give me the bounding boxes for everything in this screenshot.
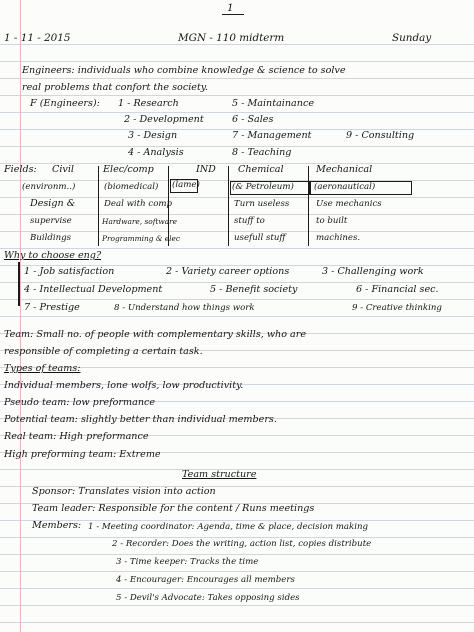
field-line: supervise — [30, 216, 72, 226]
fields-label: Fields: — [4, 164, 37, 175]
member-role: 1 - Meeting coordinator: Agenda, time & place, decision making — [88, 522, 369, 532]
team-type: Potential team: slightly better than individual members. — [4, 414, 277, 425]
field-line: (lame) — [172, 180, 200, 190]
fields-divider — [228, 166, 229, 246]
team-types-title: Types of teams: — [4, 363, 81, 374]
function-item: 3 - Design — [128, 130, 178, 141]
field-line: machines. — [316, 233, 361, 243]
why-item: 2 - Variety career options — [166, 266, 290, 277]
ruled-line — [0, 605, 474, 606]
field-title-elec: Elec/comp — [103, 164, 154, 175]
structure-sponsor: Sponsor: Translates vision into action — [32, 486, 216, 497]
ruled-line — [0, 112, 474, 113]
field-title-ind: IND — [196, 164, 216, 175]
left-margin-line — [20, 0, 21, 632]
function-item: 5 - Maintainance — [232, 98, 315, 109]
team-definition-line1: Team: Small no. of people with complementary skills, who are — [4, 329, 307, 340]
ruled-line — [0, 554, 474, 555]
ruled-line — [0, 44, 474, 45]
ruled-line — [0, 282, 474, 283]
fields-divider — [98, 166, 99, 246]
why-item: 7 - Prestige — [24, 302, 80, 313]
ruled-line — [0, 316, 474, 317]
field-line: Design & — [30, 198, 76, 209]
engineers-definition-line2: real problems that confort the society. — [22, 82, 208, 93]
ruled-line — [0, 95, 474, 96]
function-item: 8 - Teaching — [232, 147, 292, 158]
why-item: 3 - Challenging work — [322, 266, 424, 277]
why-item: 4 - Intellectual Development — [24, 284, 163, 295]
structure-title: Team structure — [182, 469, 257, 480]
field-title-chemical: Chemical — [238, 164, 284, 175]
ruled-line — [0, 571, 474, 572]
field-line: stuff to — [234, 216, 265, 226]
function-item: 6 - Sales — [232, 114, 274, 125]
page-number-underline — [222, 14, 244, 15]
ruled-line — [0, 248, 474, 249]
ruled-line — [0, 78, 474, 79]
team-type: High preforming team: Extreme — [4, 449, 161, 460]
page-number: 1 — [227, 2, 234, 14]
team-type: Real team: High preformance — [4, 431, 149, 442]
field-line: usefull stuff — [234, 233, 286, 243]
ruled-line — [0, 61, 474, 62]
why-item: 6 - Financial sec. — [356, 284, 439, 295]
header-day: Sunday — [392, 32, 432, 44]
function-item: 4 - Analysis — [128, 147, 184, 158]
team-type: Individual members, lone wolfs, low productivity. — [4, 380, 244, 391]
team-definition-line2: responsible of completing a certain task. — [4, 346, 203, 357]
field-line: to built — [316, 216, 348, 226]
why-item: 8 - Understand how things work — [114, 303, 255, 313]
ruled-line — [0, 622, 474, 623]
member-role: 3 - Time keeper: Tracks the time — [116, 557, 259, 567]
field-line: (biomedical) — [104, 182, 159, 192]
field-line: Turn useless — [234, 199, 290, 209]
function-item: 1 - Research — [118, 98, 179, 109]
field-title-mechanical: Mechanical — [316, 164, 373, 175]
function-item: 7 - Management — [232, 130, 312, 141]
team-type: Pseudo team: low preformance — [4, 397, 156, 408]
field-line: (& Petroleum) — [232, 182, 294, 192]
header-course: MGN - 110 midterm — [178, 32, 285, 44]
field-line: Use mechanics — [316, 199, 382, 209]
field-line: Hardware, software — [102, 217, 178, 226]
function-item: 9 - Consulting — [346, 130, 415, 141]
member-role: 5 - Devil's Advocate: Takes opposing sides — [116, 593, 300, 603]
field-line: (aeronautical) — [314, 182, 376, 192]
why-item: 5 - Benefit society — [210, 284, 298, 295]
function-item: 2 - Development — [124, 114, 204, 125]
ruled-line — [0, 299, 474, 300]
why-item: 1 - Job satisfaction — [24, 266, 115, 277]
structure-leader: Team leader: Responsible for the content / Runs meetings — [32, 503, 315, 514]
field-line: (environm..) — [22, 182, 76, 192]
header-date: 1 - 11 - 2015 — [4, 32, 71, 44]
fields-divider — [308, 166, 309, 246]
why-item: 9 - Creative thinking — [352, 303, 442, 313]
field-line: Buildings — [30, 233, 72, 243]
field-title-civil: Civil — [52, 164, 74, 175]
functions-label: F (Engineers): — [30, 98, 100, 109]
field-line: Programming & elec — [102, 234, 181, 243]
ruled-line — [0, 588, 474, 589]
field-line: Deal with comp — [104, 199, 173, 209]
member-role: 2 - Recorder: Does the writing, action list, copies distribute — [112, 539, 372, 549]
member-role: 4 - Encourager: Encourages all members — [116, 575, 295, 585]
engineers-definition-line1: Engineers: individuals who combine knowledge & science to solve — [22, 65, 346, 76]
members-label: Members: — [32, 520, 82, 531]
why-title: Why to choose eng? — [4, 250, 102, 261]
why-bracket — [18, 262, 23, 306]
